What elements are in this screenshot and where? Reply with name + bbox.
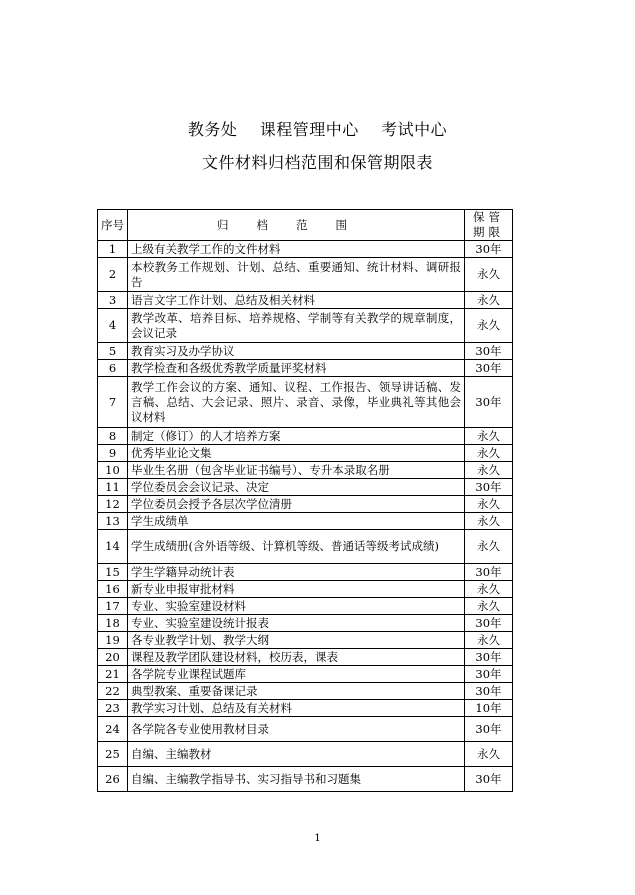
table-row	[98, 428, 513, 445]
row-retention-period: 永久	[465, 428, 513, 445]
table-row	[98, 581, 513, 598]
row-serial-number: 11	[98, 479, 128, 496]
row-retention-period: 30年	[465, 377, 513, 428]
row-serial-number: 1	[98, 241, 128, 258]
page-number: 1	[314, 833, 321, 844]
row-retention-period: 30年	[465, 360, 513, 377]
row-archive-scope: 制定（修订）的人才培养方案	[128, 428, 465, 445]
row-serial-number: 10	[98, 462, 128, 479]
table-row	[98, 632, 513, 649]
row-retention-period: 永久	[465, 445, 513, 462]
row-archive-scope: 语言文字工作计划、总结及相关材料	[128, 292, 465, 309]
header-serial-number: 序号	[98, 210, 128, 241]
row-retention-period: 永久	[465, 258, 513, 292]
row-archive-scope: 各学院各专业使用教材目录	[128, 717, 465, 742]
table-row	[98, 598, 513, 615]
row-retention-period: 永久	[465, 496, 513, 513]
row-serial-number: 19	[98, 632, 128, 649]
table-row	[98, 742, 513, 767]
table-row	[98, 530, 513, 564]
table-row	[98, 258, 513, 292]
table-row	[98, 564, 513, 581]
row-retention-period: 30年	[465, 343, 513, 360]
row-archive-scope: 各专业教学计划、教学大纲	[128, 632, 465, 649]
row-retention-period: 30年	[465, 615, 513, 632]
document-title: 文件材料归档范围和保管期限表	[201, 153, 433, 172]
table-row	[98, 292, 513, 309]
table-row	[98, 700, 513, 717]
table-row	[98, 513, 513, 530]
table-row	[98, 649, 513, 666]
row-retention-period: 30年	[465, 717, 513, 742]
row-archive-scope: 本校教务工作规划、计划、总结、重要通知、统计材料、调研报告	[128, 258, 465, 292]
row-archive-scope: 教学实习计划、总结及有关材料	[128, 700, 465, 717]
row-archive-scope: 学生学籍异动统计表	[128, 564, 465, 581]
row-serial-number: 4	[98, 309, 128, 343]
table-row	[98, 343, 513, 360]
row-archive-scope: 教学检查和各级优秀教学质量评奖材料	[128, 360, 465, 377]
table-row	[98, 377, 513, 428]
row-archive-scope: 专业、实验室建设材料	[128, 598, 465, 615]
header-archive-scope: 归档范围	[128, 210, 465, 241]
row-archive-scope: 自编、主编教材	[128, 742, 465, 767]
row-retention-period: 30年	[465, 683, 513, 700]
row-archive-scope: 优秀毕业论文集	[128, 445, 465, 462]
header-retention-period: 保管期限	[465, 210, 513, 241]
table-row	[98, 309, 513, 343]
table-row	[98, 241, 513, 258]
row-retention-period: 永久	[465, 632, 513, 649]
row-serial-number: 26	[98, 767, 128, 792]
row-serial-number: 24	[98, 717, 128, 742]
archive-scope-table	[97, 209, 513, 792]
row-archive-scope: 专业、实验室建设统计报表	[128, 615, 465, 632]
row-serial-number: 18	[98, 615, 128, 632]
row-archive-scope: 各学院专业课程试题库	[128, 666, 465, 683]
row-retention-period: 永久	[465, 581, 513, 598]
row-retention-period: 30年	[465, 241, 513, 258]
row-serial-number: 23	[98, 700, 128, 717]
row-retention-period: 30年	[465, 564, 513, 581]
row-retention-period: 30年	[465, 767, 513, 792]
row-serial-number: 17	[98, 598, 128, 615]
row-retention-period: 永久	[465, 513, 513, 530]
row-retention-period: 永久	[465, 530, 513, 564]
row-serial-number: 6	[98, 360, 128, 377]
table-row	[98, 683, 513, 700]
row-serial-number: 25	[98, 742, 128, 767]
row-serial-number: 13	[98, 513, 128, 530]
row-retention-period: 30年	[465, 479, 513, 496]
row-serial-number: 12	[98, 496, 128, 513]
table-row	[98, 479, 513, 496]
row-retention-period: 永久	[465, 742, 513, 767]
row-archive-scope: 学位委员会授予各层次学位清册	[128, 496, 465, 513]
table-row	[98, 666, 513, 683]
row-archive-scope: 毕业生名册（包含毕业证书编号）、专升本录取名册	[128, 462, 465, 479]
row-archive-scope: 课程及教学团队建设材料，校历表，课表	[128, 649, 465, 666]
table-row	[98, 462, 513, 479]
table-row	[98, 445, 513, 462]
row-archive-scope: 教学工作会议的方案、通知、议程、工作报告、领导讲话稿、发言稿、总结、大会记录、照片、录音、录像，毕业典礼等其他会议材料	[128, 377, 465, 428]
row-archive-scope: 教学改革、培养目标、培养规格、学制等有关教学的规章制度，会议记录	[128, 309, 465, 343]
row-serial-number: 3	[98, 292, 128, 309]
table-row	[98, 496, 513, 513]
row-retention-period: 永久	[465, 462, 513, 479]
row-retention-period: 永久	[465, 598, 513, 615]
table-row	[98, 360, 513, 377]
row-serial-number: 7	[98, 377, 128, 428]
table-row	[98, 767, 513, 792]
row-retention-period: 30年	[465, 649, 513, 666]
document-title-departments: 教务处 课程管理中心 考试中心	[187, 120, 448, 139]
row-serial-number: 20	[98, 649, 128, 666]
row-serial-number: 22	[98, 683, 128, 700]
row-serial-number: 9	[98, 445, 128, 462]
row-archive-scope: 学生成绩单	[128, 513, 465, 530]
row-serial-number: 15	[98, 564, 128, 581]
row-archive-scope: 自编、主编教学指导书、实习指导书和习题集	[128, 767, 465, 792]
row-archive-scope: 学位委员会会议记录、决定	[128, 479, 465, 496]
row-retention-period: 永久	[465, 309, 513, 343]
row-archive-scope: 学生成绩册(含外语等级、计算机等级、普通话等级考试成绩)	[128, 530, 465, 564]
row-retention-period: 30年	[465, 666, 513, 683]
row-serial-number: 8	[98, 428, 128, 445]
row-archive-scope: 上级有关教学工作的文件材料	[128, 241, 465, 258]
row-serial-number: 5	[98, 343, 128, 360]
row-retention-period: 永久	[465, 292, 513, 309]
row-retention-period: 10年	[465, 700, 513, 717]
row-serial-number: 14	[98, 530, 128, 564]
table-header-row	[98, 210, 513, 241]
table-row	[98, 615, 513, 632]
row-serial-number: 16	[98, 581, 128, 598]
row-serial-number: 2	[98, 258, 128, 292]
row-serial-number: 21	[98, 666, 128, 683]
table-row	[98, 717, 513, 742]
row-archive-scope: 新专业申报审批材料	[128, 581, 465, 598]
row-archive-scope: 典型教案、重要备课记录	[128, 683, 465, 700]
row-archive-scope: 教育实习及办学协议	[128, 343, 465, 360]
